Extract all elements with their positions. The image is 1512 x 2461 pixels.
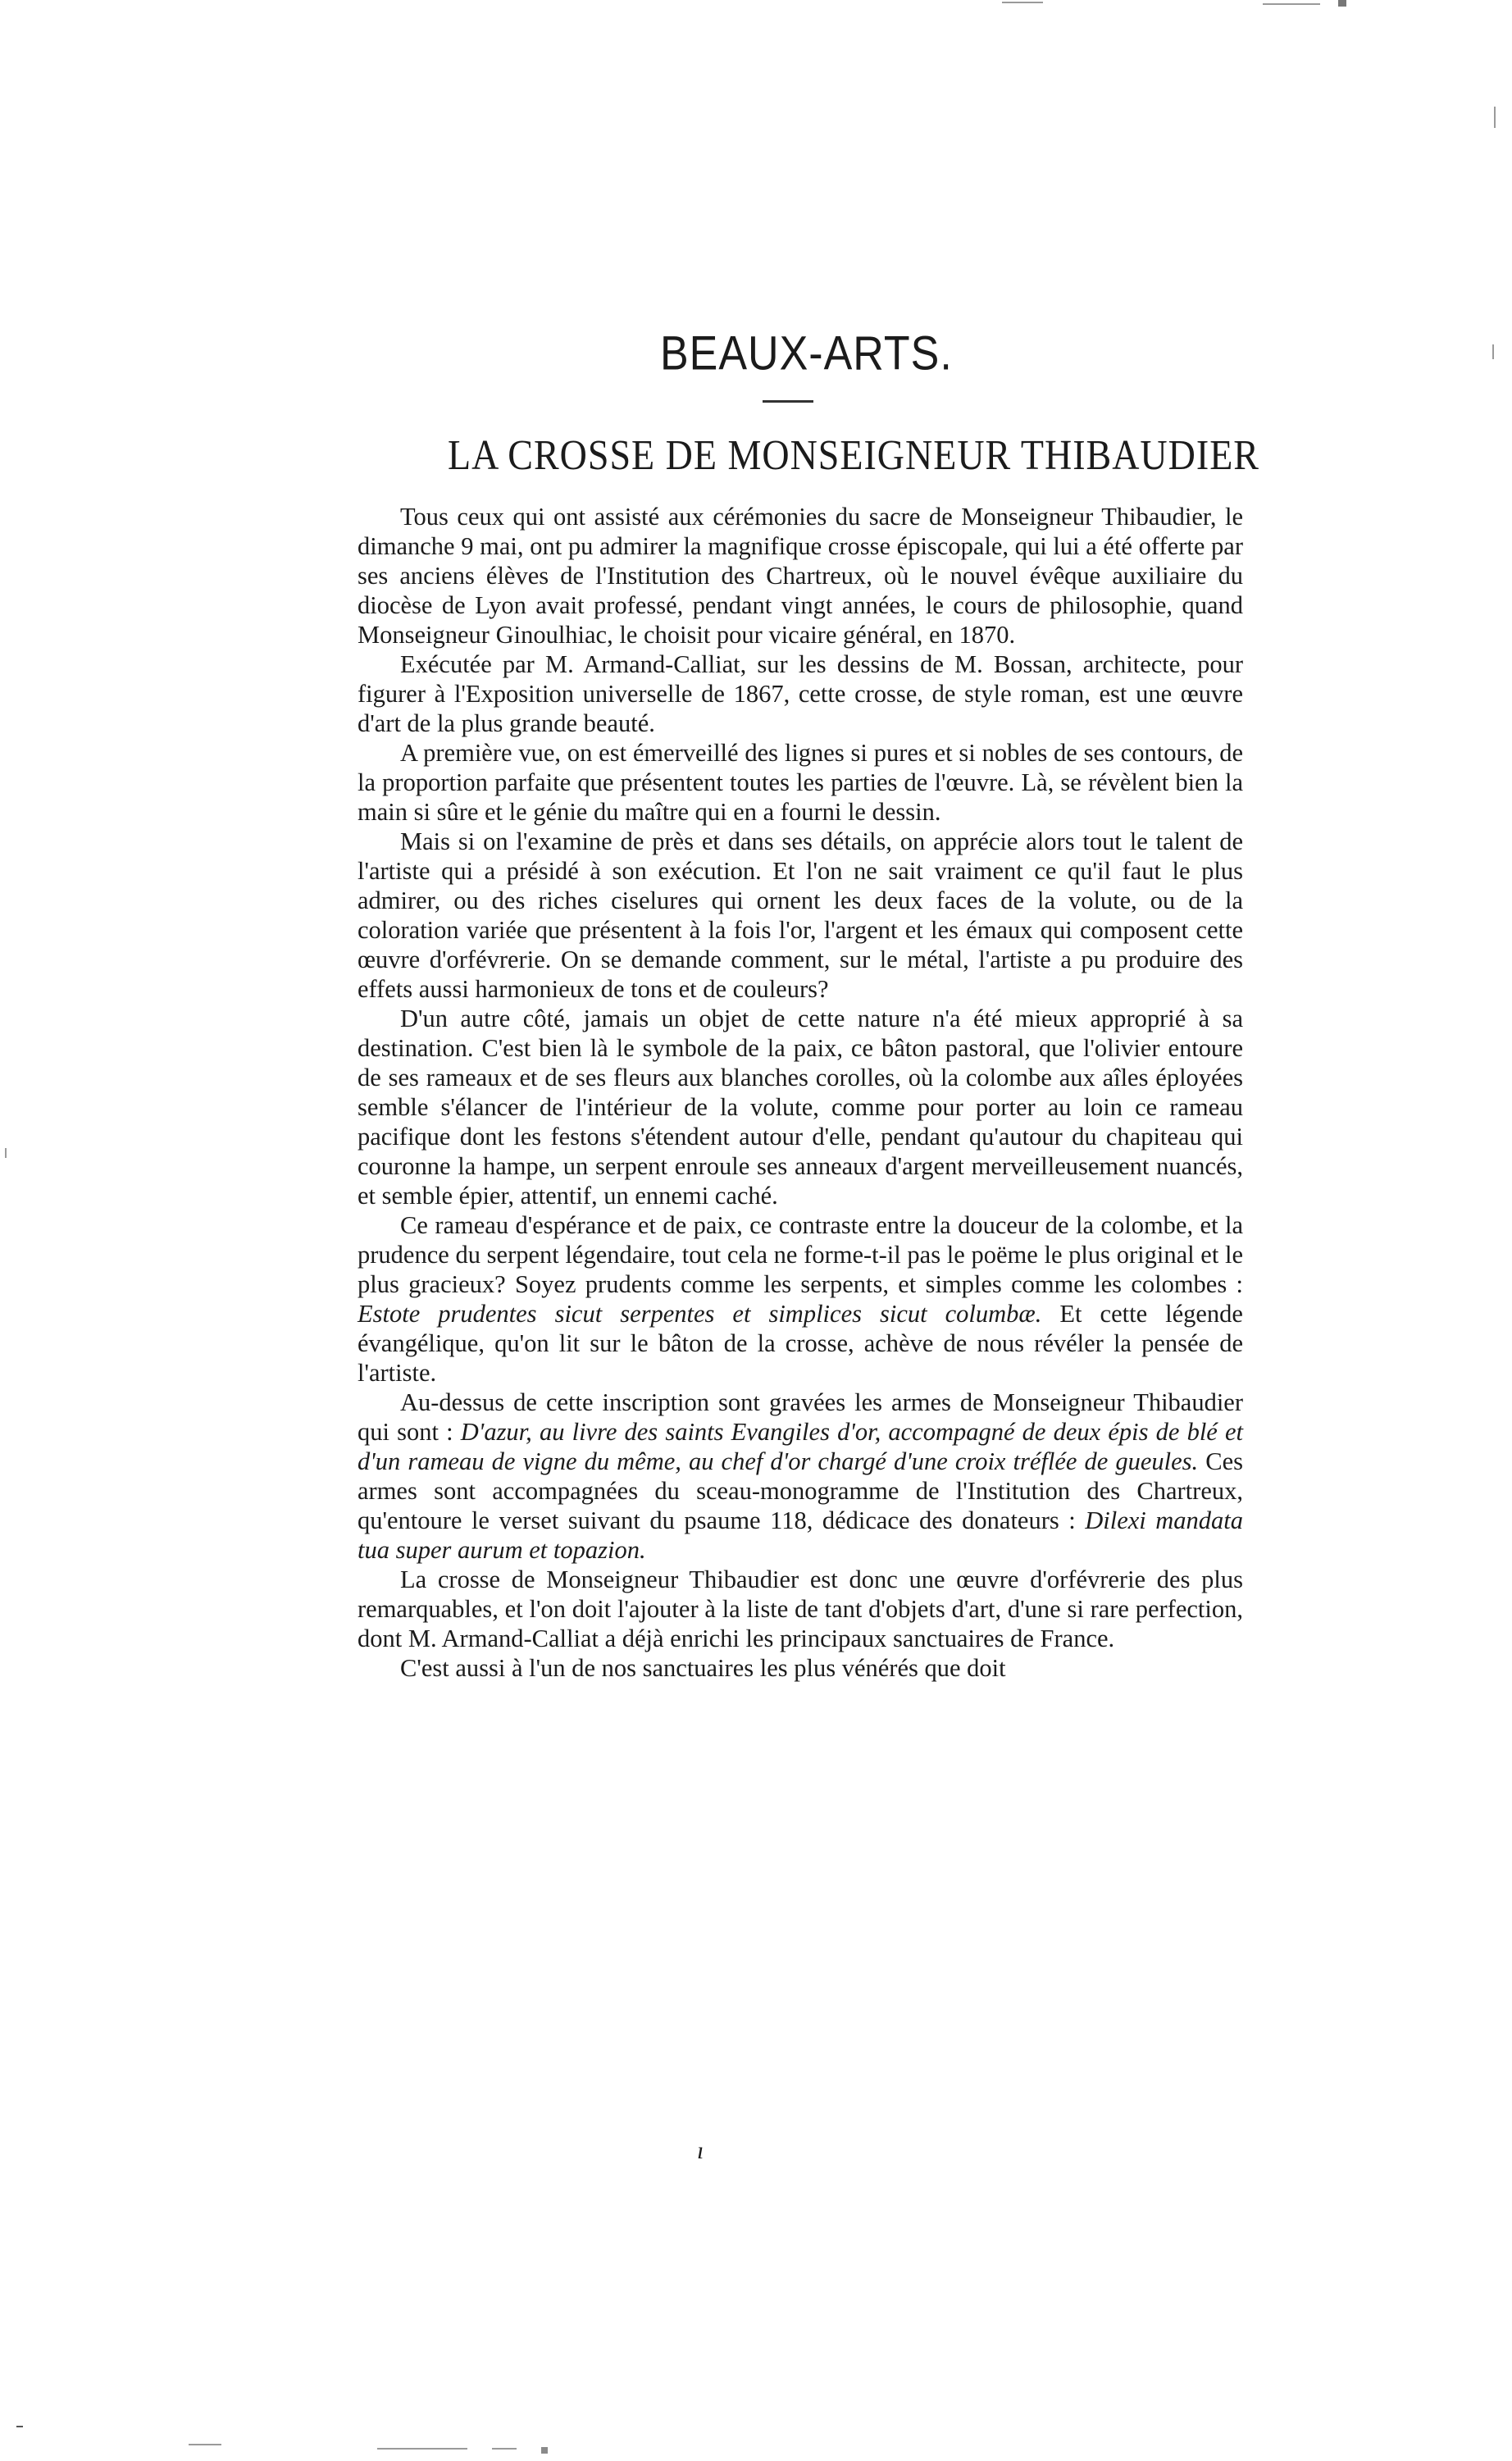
paragraph-2: Exécutée par M. Armand-Calliat, sur les dessins de M. Bossan, architecte, pour figurer à l'Exposition universelle de 1867, cette crosse, de style roman, est une œuvre d'art de la plus grande beauté. bbox=[358, 650, 1243, 737]
scan-artifact bbox=[1338, 0, 1346, 7]
latin-quote: Estote prudentes sicut serpentes et simplices sicut columbæ. bbox=[358, 1300, 1042, 1328]
scan-artifact bbox=[16, 2426, 23, 2427]
paragraph-6-text: Ce rameau d'espérance et de paix, ce contraste entre la douceur de la colombe, et la prudence du serpent légendaire, tout cela ne forme-t-il pas le poëme le plus original et le plus gracieux? Soyez prudents comme les serpents, et simples comme les colombes : bbox=[358, 1211, 1243, 1298]
paragraph-8: La crosse de Monseigneur Thibaudier est donc une œuvre d'orfévrerie des plus remarquables, et l'on doit l'ajouter à la liste de tant d'objets d'art, d'une si rare perfection, dont M. Armand-Calliat a déjà enrichi les principaux sanctuaires de France. bbox=[358, 1565, 1243, 1652]
paragraph-1: Tous ceux qui ont assisté aux cérémonies du sacre de Monseigneur Thibaudier, le dimanche 9 mai, ont pu admirer la magnifique crosse épiscopale, qui lui a été offerte par ses anciens élèves de l'Institution des Chartreux, où le nouvel évêque auxiliaire du diocèse de Lyon avait professé, pendant vingt années, le cours de philosophie, quand Monseigneur Ginoulhiac, le choisit pour vicaire général, en 1870. bbox=[358, 503, 1243, 649]
scan-artifact bbox=[492, 2448, 517, 2450]
scan-artifact bbox=[1002, 2, 1043, 3]
paragraph-5: D'un autre côté, jamais un objet de cette nature n'a été mieux approprié à sa destination. C'est bien là le symbole de la paix, ce bâton pastoral, que l'olivier entoure de ses rameaux et de ses fleurs aux blanches corolles, où la colombe aux aîles éployées semble s'élancer de l'intérieur de la volute, comme pour porter au loin ce rameau pacifique dont les festons s'étendent autour d'elle, pendant qu'autour du chapiteau qui couronne la hampe, un serpent enroule ses anneaux d'argent merveilleusement nuancés, et semble épier, attentif, un ennemi caché. bbox=[358, 1005, 1243, 1210]
article-body bbox=[358, 502, 1243, 1683]
blazon-description: D'azur, au livre des saints Evangiles d'or, accompagné de deux épis de blé et d'un rameau de vigne du même, au chef d'or chargé d'une croix tréflée de gueules. bbox=[358, 1418, 1243, 1475]
scan-artifact bbox=[5, 1148, 7, 1158]
paragraph-3: A première vue, on est émerveillé des lignes si pures et si nobles de ses contours, de la proportion parfaite que présentent toutes les parties de l'œuvre. Là, se révèlent bien la main si sûre et le génie du maître qui en a fourni le dessin. bbox=[358, 739, 1243, 826]
scan-artifact bbox=[377, 2448, 467, 2450]
paragraph-7 bbox=[358, 1388, 1243, 1565]
dedication-motto: Dilexi mandata tua super aurum et topazion. bbox=[358, 1506, 1243, 1564]
article-title: LA CROSSE DE MONSEIGNEUR THIBAUDIER bbox=[448, 431, 1259, 479]
paragraph-9: C'est aussi à l'un de nos sanctuaires les plus vénérés que doit bbox=[400, 1654, 1006, 1682]
paragraph-6 bbox=[358, 1210, 1243, 1388]
heading-divider bbox=[763, 400, 813, 403]
page-mark: ı bbox=[697, 2137, 704, 2164]
scan-artifact bbox=[1263, 3, 1320, 5]
paragraph-6-text-end: Et cette légende évangélique, qu'on lit sur le bâton de la crosse, achève de nous révéler la pensée de l'artiste. bbox=[358, 1300, 1243, 1387]
scan-artifact bbox=[1494, 107, 1496, 128]
section-heading: BEAUX-ARTS. bbox=[660, 327, 953, 381]
scan-artifact bbox=[541, 2447, 548, 2454]
paragraph-7-text-end: Ces armes sont accompagnées du sceau-monogramme de l'Institution des Chartreux, qu'entoure le verset suivant du psaume 118, dédicace des donateurs : bbox=[358, 1447, 1243, 1534]
paragraph-4: Mais si on l'examine de près et dans ses détails, on apprécie alors tout le talent de l'artiste qui a présidé à son exécution. Et l'on ne sait vraiment ce qu'il faut le plus admirer, ou des riches ciselures qui ornent les deux faces de la volute, ou de la coloration variée que présentent à la fois l'or, l'argent et les émaux qui composent cette œuvre d'orfévrerie. On se demande comment, sur le métal, l'artiste a pu produire des effets aussi harmonieux de tons et de couleurs? bbox=[358, 827, 1243, 1003]
scan-artifact bbox=[189, 2444, 221, 2445]
paragraph-7-text: Au-dessus de cette inscription sont gravées les armes de Monseigneur Thibaudier qui sont : bbox=[358, 1388, 1243, 1446]
